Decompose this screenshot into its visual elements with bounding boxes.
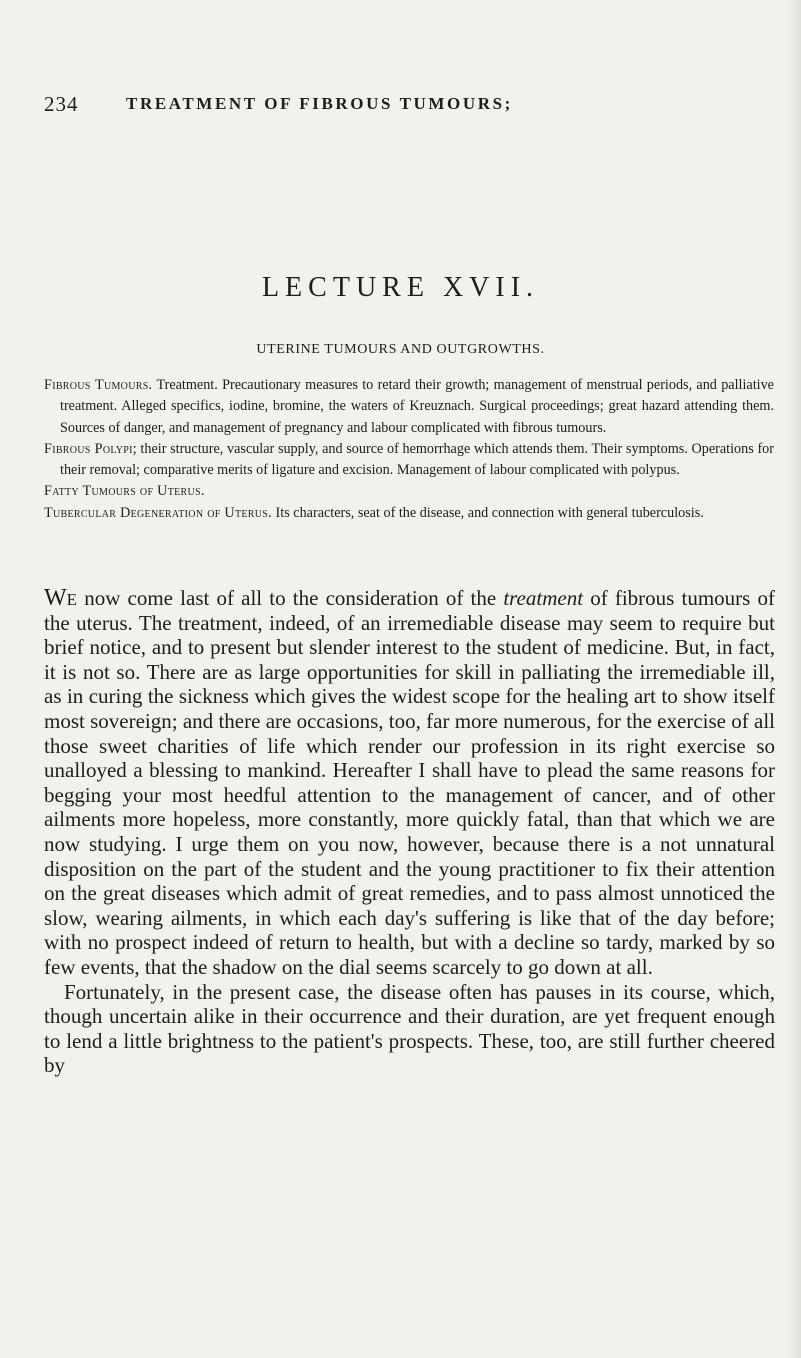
paragraph-1-text-b: of fibrous tumours of the uterus. The treatment, indeed, of an irremediable disease may seem to require but brief notice, and to present but slender interest to the student of medicine. But, in fact, it is not so. There are as large opportunities for skill in palliating the irremediable ill, as in curing the sickness which gives the widest scope for the healing art to show itself most sovereign; and there are occasions, too, far more numerous, for the exercise of all those sweet charities of life which render our profession in its right exercise so unalloyed a blessing to mankind. Hereafter I shall have to plead the same reasons for begging your most heedful attention to the management of cancer, and of other ailments more hopeless, more constantly, more quickly fatal, than that which we are now studying. I urge them on you now, however, because there is a not unnatural disposition on the part of the student and the young practitioner to fix their attention on the great diseases which admit of great remedies, and to pass almost unnoticed the slow, wearing ailments, in which each day's suffering is like that of the day before; with no prospect indeed of return to health, but with a decline so tardy, marked by so few events, that the shadow on the dial seems scarcely to go down at all. [44,586,775,979]
page-edge-shadow [787,0,801,1358]
synopsis [44,375,774,524]
lecture-title: LECTURE XVII. [261,272,540,303]
paragraph-2: Fortunately, in the present case, the disease often has pauses in its course, which, though uncertain alike in their occurrence and their duration, are yet frequent enough to lend a little brightness to the patient's prospects. These, too, are still further cheered by [44,979,775,1078]
synopsis-text: Its characters, seat of the disease, and connection with general tuberculosis. [272,504,704,521]
synopsis-entry-fibrous-tumours [44,375,774,439]
emphasis-treatment: treatment [503,586,584,610]
synopsis-text: ; their structure, vascular supply, and source of hemorrhage which attends them. Their symptoms. Operations for their removal; comparative merits of ligature and excision. Management of labour complicated with polypus. [60,440,774,479]
paragraph-1 [44,586,775,980]
paragraph-1-text-a: now come last of all to the consideration of the [77,586,504,610]
lecture-subtitle: UTERINE TUMOURS AND OUTGROWTHS. [256,342,545,357]
running-head [44,92,764,122]
page-number: 234 [44,92,79,116]
synopsis-entry-tubercular-degeneration [44,503,774,524]
running-title: TREATMENT OF FIBROUS TUMOURS; [126,94,513,113]
synopsis-entry-fibrous-polypi [44,439,774,482]
lecture-body [44,586,775,1078]
synopsis-entry-fatty-tumours [44,481,774,502]
synopsis-heading: Tubercular Degeneration of Uterus. [44,504,272,521]
synopsis-heading: Fibrous Tumours. [44,377,153,393]
synopsis-heading: Fatty Tumours of Uterus. [44,483,205,500]
synopsis-heading: Fibrous Polypi [44,440,133,457]
synopsis-text: Treatment. Precautionary measures to retard their growth; management of menstrual periods, and palliative treatment. Alleged specifics, iodine, bromine, the waters of Kreuznach. Surgical proceedings; great hazard attending them. Sources of danger, and management of pregnancy and labour complicated with fibrous tumours. [60,377,774,436]
lead-word: We [44,585,78,611]
